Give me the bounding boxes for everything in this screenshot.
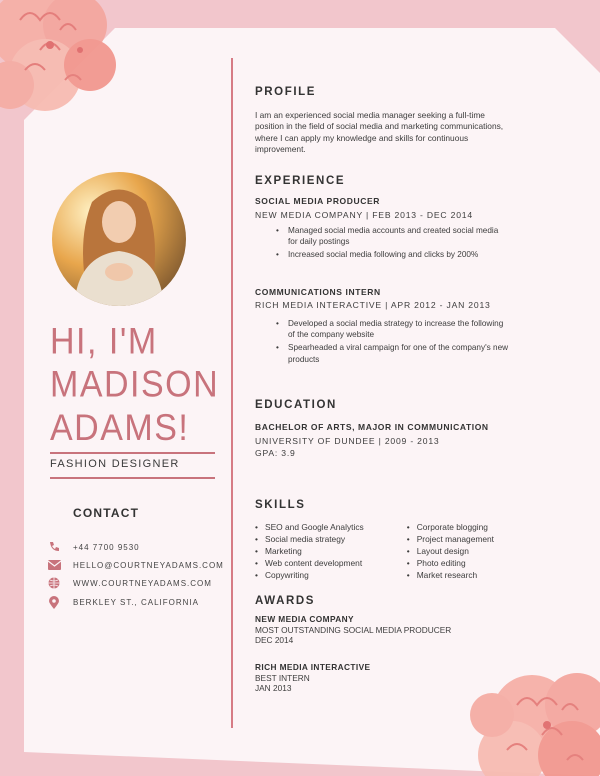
job-1-company: NEW MEDIA COMPANY | FEB 2013 - DEC 2014 [255, 210, 473, 220]
name-line-1: HI, I'M [50, 321, 158, 363]
awards-heading: AWARDS [255, 595, 316, 607]
experience-heading: EXPERIENCE [255, 175, 346, 187]
profile-heading: PROFILE [255, 86, 317, 98]
skills-heading: SKILLS [255, 499, 306, 511]
profile-line: I am an experienced social media manager seeking a full-time [255, 110, 485, 120]
globe-icon [46, 576, 62, 590]
job-1-role: SOCIAL MEDIA PRODUCER [255, 196, 380, 206]
job-2-role: COMMUNICATIONS INTERN [255, 287, 381, 297]
education-school: UNIVERSITY OF DUNDEE | 2009 - 2013 [255, 436, 440, 446]
contact-phone[interactable] [46, 540, 140, 554]
job-title: FASHION DESIGNER [50, 458, 180, 470]
award-2-org: RICH MEDIA INTERACTIVE [255, 662, 371, 672]
bottom-right-flower-decoration [462, 655, 600, 776]
award-1-date: DEC 2014 [255, 635, 294, 646]
profile-line: where I can apply my knowledge and skills for continuous [255, 132, 469, 143]
profile-text [255, 110, 555, 156]
profile-line: improvement. [255, 144, 306, 155]
job-title-rule-top [50, 452, 215, 454]
bullet-line: • Spearheaded a viral campaign for one of the company's new [288, 343, 509, 353]
list-item: • Photo editing [407, 557, 494, 569]
list-item: • Copywriting [255, 569, 364, 581]
location-pin-icon [46, 595, 62, 609]
contact-phone-text: +44 7700 9530 [73, 542, 140, 552]
list-item: • Marketing [255, 545, 364, 557]
list-item: • SEO and Google Analytics [255, 521, 364, 533]
job-2-company: RICH MEDIA INTERACTIVE | APR 2012 - JAN 2013 [255, 300, 491, 310]
award-1-org: NEW MEDIA COMPANY [255, 614, 354, 624]
list-item: • Layout design [407, 545, 494, 557]
contact-heading: CONTACT [73, 506, 140, 520]
list-item: • Corporate blogging [407, 521, 494, 533]
award-2 [255, 662, 370, 694]
bullet-line: • Increased social media following and clicks by 200% [288, 250, 479, 260]
list-item [276, 249, 566, 260]
award-2-date: JAN 2013 [255, 683, 292, 694]
portrait-image [52, 172, 186, 306]
top-left-flower-decoration [0, 0, 130, 125]
profile-line: position in the field of social media and marketing communications, [255, 121, 504, 132]
name-line-3: ADAMS! [50, 407, 190, 449]
list-item [276, 225, 566, 248]
job-1-bullets [276, 225, 566, 262]
award-2-title: BEST INTERN [255, 672, 310, 683]
education-gpa: GPA: 3.9 [255, 448, 296, 458]
award-1-title: MOST OUTSTANDING SOCIAL MEDIA PRODUCER [255, 624, 452, 635]
list-item: • Web content development [255, 557, 364, 569]
list-item: • Project management [407, 533, 494, 545]
list-item [276, 342, 566, 365]
job-title-rule-bottom [50, 477, 215, 479]
education-degree: BACHELOR OF ARTS, MAJOR IN COMMUNICATION [255, 422, 489, 432]
award-1 [255, 614, 451, 646]
bullet-line: of the company website [288, 330, 375, 340]
job-2-bullets [276, 318, 566, 367]
skills-list [255, 521, 494, 581]
name-heading [50, 320, 225, 450]
skills-column-1 [255, 521, 364, 581]
mail-icon [46, 558, 62, 572]
bullet-line: products [288, 354, 320, 364]
list-item: • Market research [407, 569, 494, 581]
contact-email-text: HELLO@COURTNEYADAMS.COM [73, 560, 224, 570]
contact-address[interactable] [46, 595, 199, 609]
bullet-line: for daily postings [288, 237, 350, 247]
skills-column-2 [407, 521, 494, 581]
bullet-line: • Managed social media accounts and created social media [288, 226, 499, 235]
bullet-line: • Developed a social media strategy to increase the following [288, 319, 504, 328]
education-heading: EDUCATION [255, 399, 337, 411]
name-line-2: MADISON [50, 364, 220, 406]
list-item: • Social media strategy [255, 533, 364, 545]
contact-website[interactable] [46, 576, 212, 590]
column-divider [231, 58, 233, 728]
contact-email[interactable] [46, 558, 224, 572]
profile-photo [52, 172, 186, 306]
contact-website-text: WWW.COURTNEYADAMS.COM [73, 578, 212, 588]
contact-address-text: BERKLEY ST., CALIFORNIA [73, 597, 199, 607]
list-item [276, 318, 566, 341]
phone-icon [46, 540, 62, 554]
